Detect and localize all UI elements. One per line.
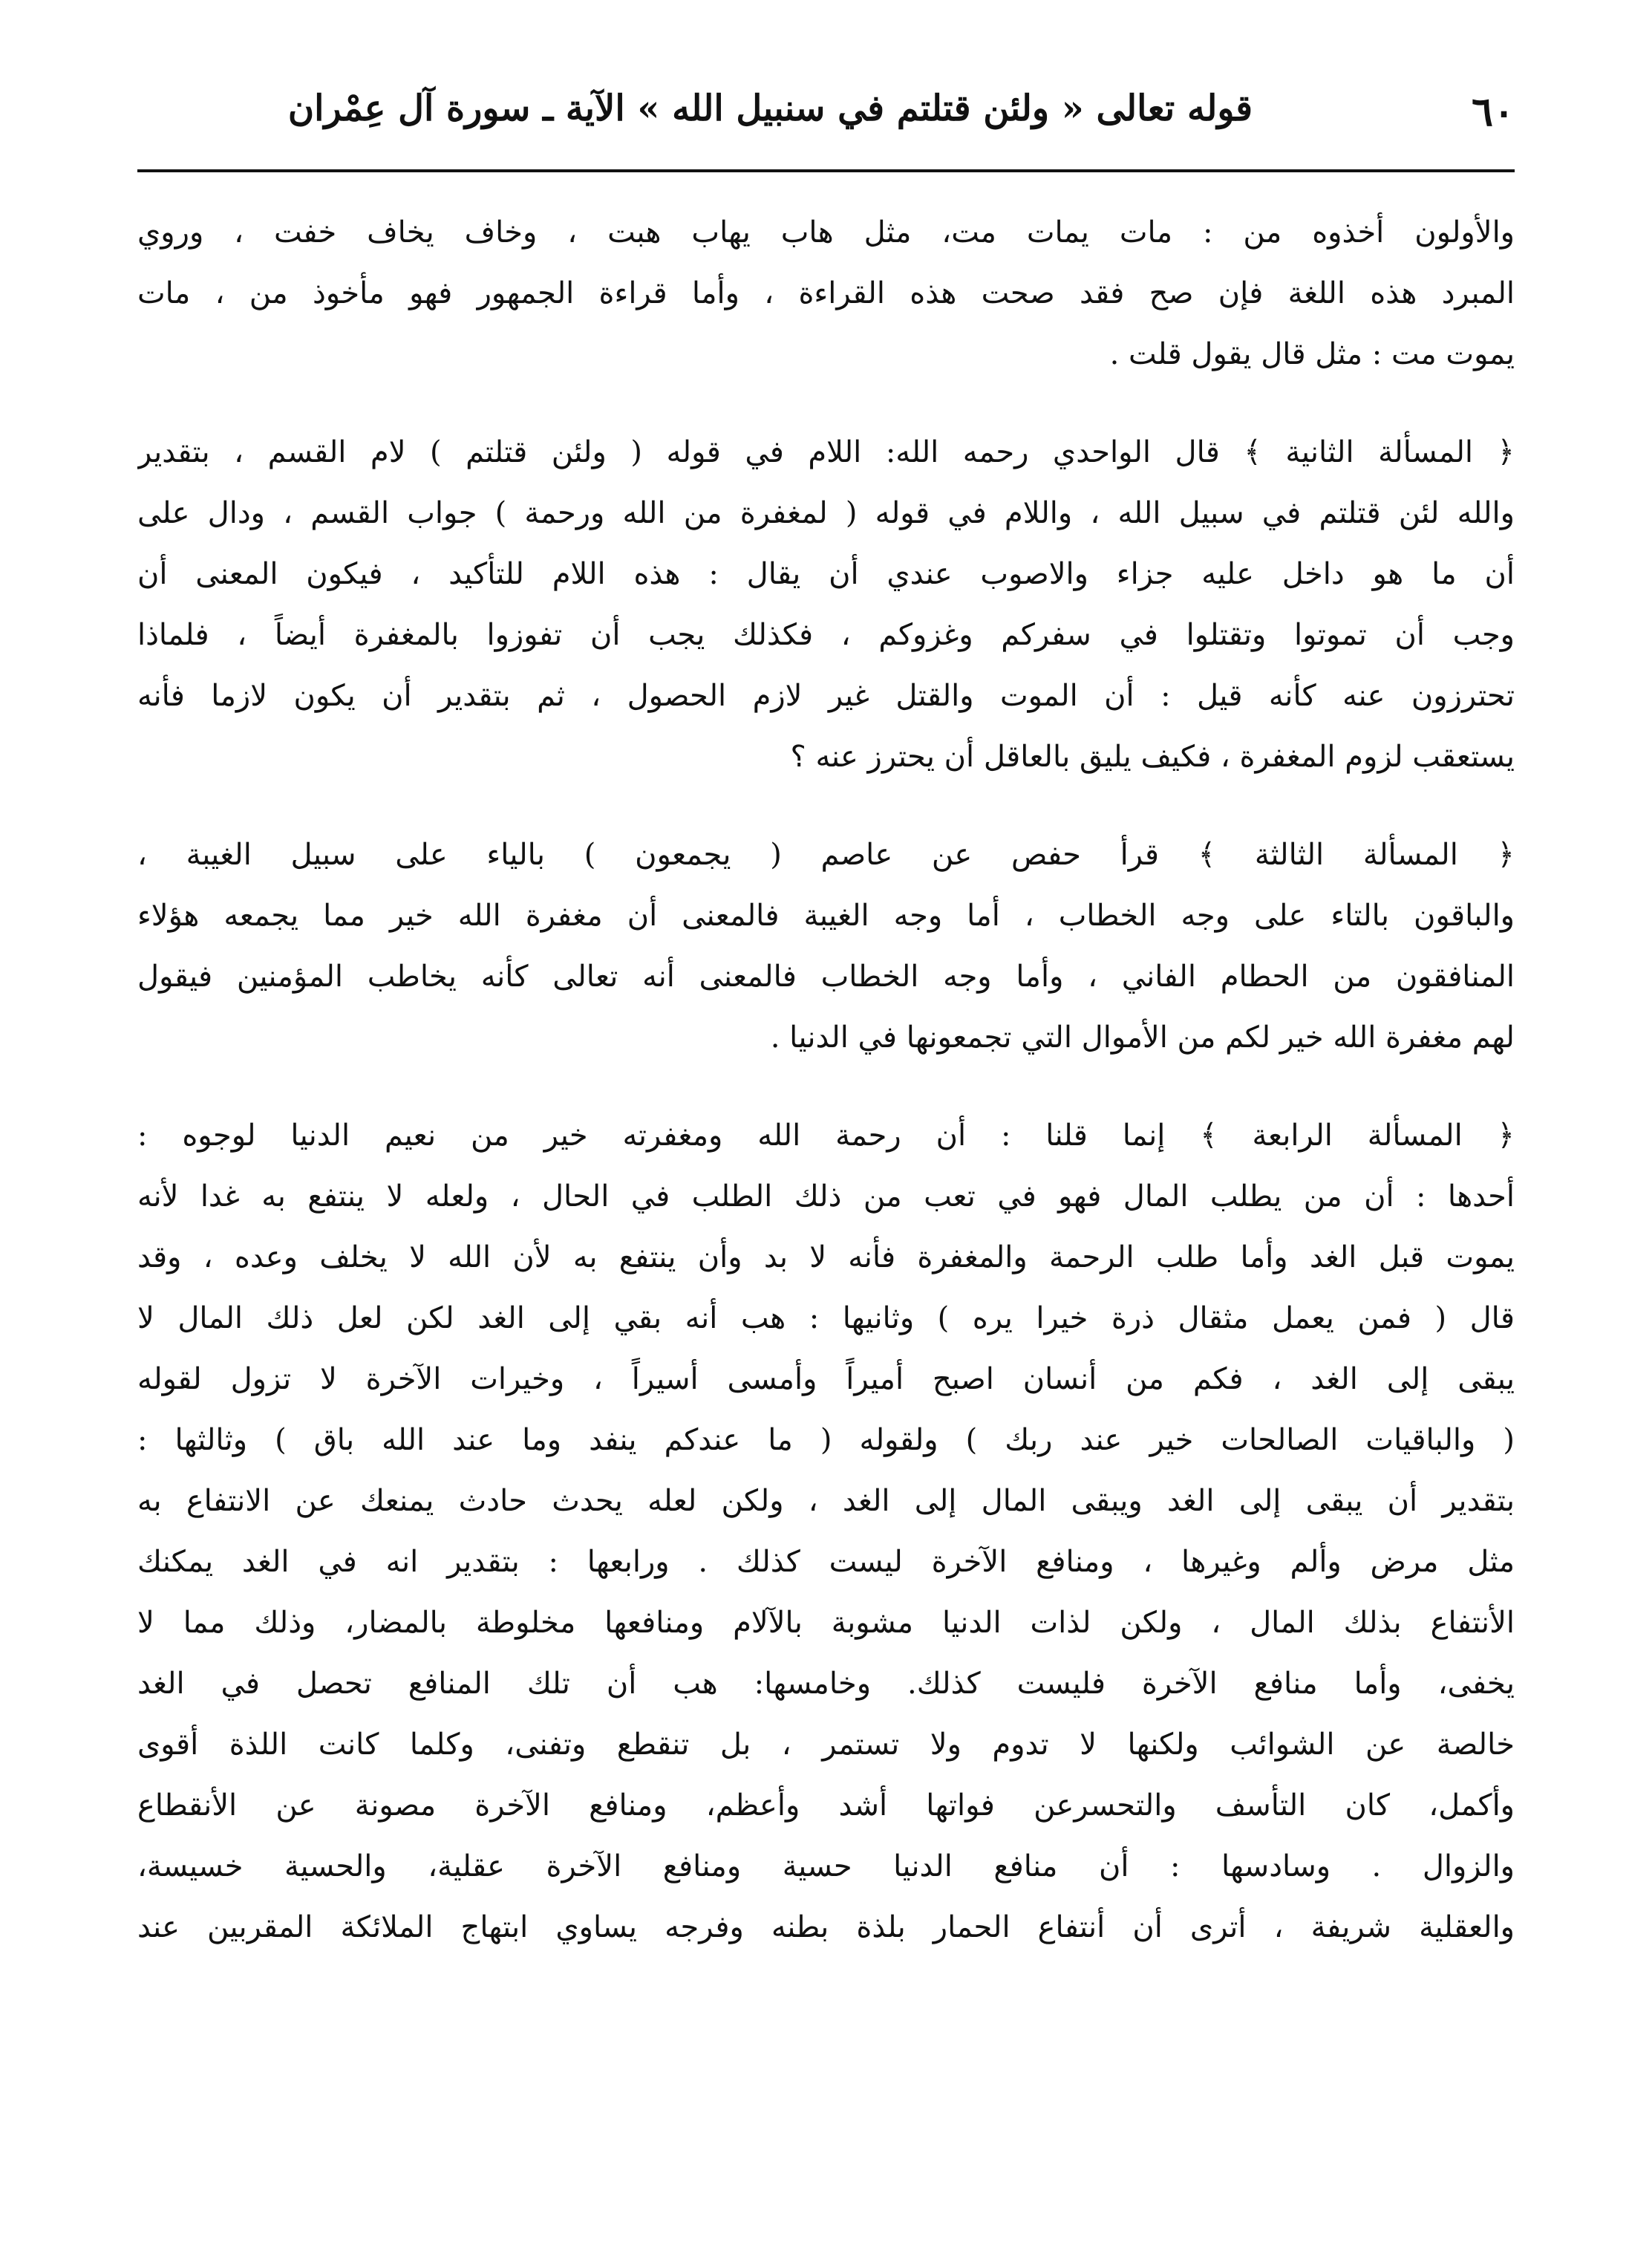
text-line: وجب أن تموتوا وتقتلوا في سفركم وغزوكم ، فكذلك يجب أن تفوزوا بالمغفرة أيضاً ، فلماذا	[137, 618, 1515, 652]
text-line: وأكمل، كان التأسف والتحسرعن فواتها أشد وأعظم، ومنافع الآخرة مصونة عن الأنقطاع	[137, 1788, 1515, 1823]
text-line: بتقدير أن يبقى إلى الغد ويبقى المال إلى الغد ، ولكن لعله يحدث حادث يمنعك عن الانتفاع به	[137, 1484, 1515, 1518]
paragraph-fourth-issue	[137, 1105, 1515, 1958]
text-line: يخفى، وأما منافع الآخرة فليست كذلك. وخامسها: هب أن تلك المنافع تحصل في الغد	[137, 1667, 1515, 1701]
paragraph-second-issue	[137, 422, 1515, 787]
text-line: قال ( فمن يعمل مثقال ذرة خيرا يره ) وثانيها : هب أنه بقي إلى الغد لكن لعل ذلك المال لا	[137, 1301, 1515, 1335]
text-line: تحترزون عنه كأنه قيل : أن الموت والقتل غير لازم الحصول ، ثم بتقدير أن يكون لازما فأنه	[137, 679, 1515, 713]
paragraph-third-issue	[137, 824, 1515, 1068]
text-line: يستعقب لزوم المغفرة ، فكيف يليق بالعاقل أن يحترز عنه ؟	[790, 740, 1515, 774]
text-line: والأولون أخذوه من : مات يمات مت، مثل هاب يهاب هبت ، وخاف يخاف خفت ، وروي	[137, 215, 1515, 250]
text-line: والله لئن قتلتم في سبيل الله ، واللام في قوله ( لمغفرة من الله ورحمة ) جواب القسم ، ودال على	[137, 496, 1515, 530]
text-line: والزوال . وسادسها : أن منافع الدنيا حسية ومنافع الآخرة عقلية، والحسية خسيسة،	[137, 1849, 1515, 1883]
text-line: خالصة عن الشوائب ولكنها لا تدوم ولا تستمر ، بل تنقطع وتفنى، وكلما كانت اللذة أقوى	[137, 1727, 1515, 1762]
text-line: والباقون بالتاء على وجه الخطاب ، أما وجه الغيبة فالمعنى أن مغفرة الله خير مما يجمعه هؤلاء	[137, 899, 1515, 933]
running-title: قوله تعالى « ولئن قتلتم في سنبيل الله » الآية ـ سورة آل عِمْران	[287, 88, 1253, 129]
text-line: والعقلية شريفة ، أترى أن أنتفاع الحمار بلذة بطنه وفرجه يساوي ابتهاج الملائكة المقربين عند	[137, 1910, 1515, 1944]
paragraph-intro	[137, 202, 1515, 385]
text-line: ( والباقيات الصالحات خير عند ربك ) ولقوله ( ما عندكم ينفد وما عند الله باق ) وثالثها :	[137, 1423, 1515, 1457]
page-number: ٦٠	[1471, 88, 1515, 135]
text-line: المبرد هذه اللغة فإن صح فقد صحت هذه القراءة ، وأما قراءة الجمهور فهو مأخوذ من ، مات	[137, 276, 1515, 310]
text-line: ﴿ المسألة الثانية ﴾ قال الواحدي رحمه الله: اللام في قوله ( ولئن قتلتم ) لام القسم ، بتقدير	[137, 435, 1515, 469]
text-line: الأنتفاع بذلك المال ، ولكن لذات الدنيا مشوبة بالآلام ومنافعها مخلوطة بالمضار، وذلك مما لا	[137, 1606, 1515, 1640]
text-line: ﴿ المسألة الثالثة ﴾ قرأ حفص عن عاصم ( يجمعون ) بالياء على سبيل الغيبة ،	[137, 838, 1515, 872]
text-line: أحدها : أن من يطلب المال فهو في تعب من ذلك الطلب في الحال ، ولعله لا ينتفع به غدا لأنه	[137, 1179, 1515, 1214]
text-line: يموت قبل الغد وأما طلب الرحمة والمغفرة فأنه لا بد وأن ينتفع به لأن الله لا يخلف وعده ، وقد	[137, 1240, 1515, 1274]
text-line: يبقى إلى الغد ، فكم من أنسان اصبح أميراً وأمسى أسيراً ، وخيرات الآخرة لا تزول لقوله	[137, 1362, 1515, 1396]
text-line: أن ما هو داخل عليه جزاء والاصوب عندي أن يقال : هذه اللام للتأكيد ، فيكون المعنى أن	[137, 557, 1515, 591]
body-text	[137, 202, 1515, 1995]
page-header	[137, 82, 1515, 163]
text-line: لهم مغفرة الله خير لكم من الأموال التي تجمعونها في الدنيا .	[770, 1020, 1515, 1055]
header-rule	[137, 169, 1515, 172]
text-line: مثل مرض وألم وغيرها ، ومنافع الآخرة ليست كذلك . ورابعها : بتقدير انه في الغد يمكنك	[137, 1545, 1515, 1579]
text-line: المنافقون من الحطام الفاني ، وأما وجه الخطاب فالمعنى أنه تعالى كأنه يخاطب المؤمنين فيقول	[137, 960, 1515, 994]
text-line: يموت مت : مثل قال يقول قلت .	[1109, 337, 1515, 371]
text-line: ﴿ المسألة الرابعة ﴾ إنما قلنا : أن رحمة الله ومغفرته خير من نعيم الدنيا لوجوه :	[137, 1118, 1515, 1153]
